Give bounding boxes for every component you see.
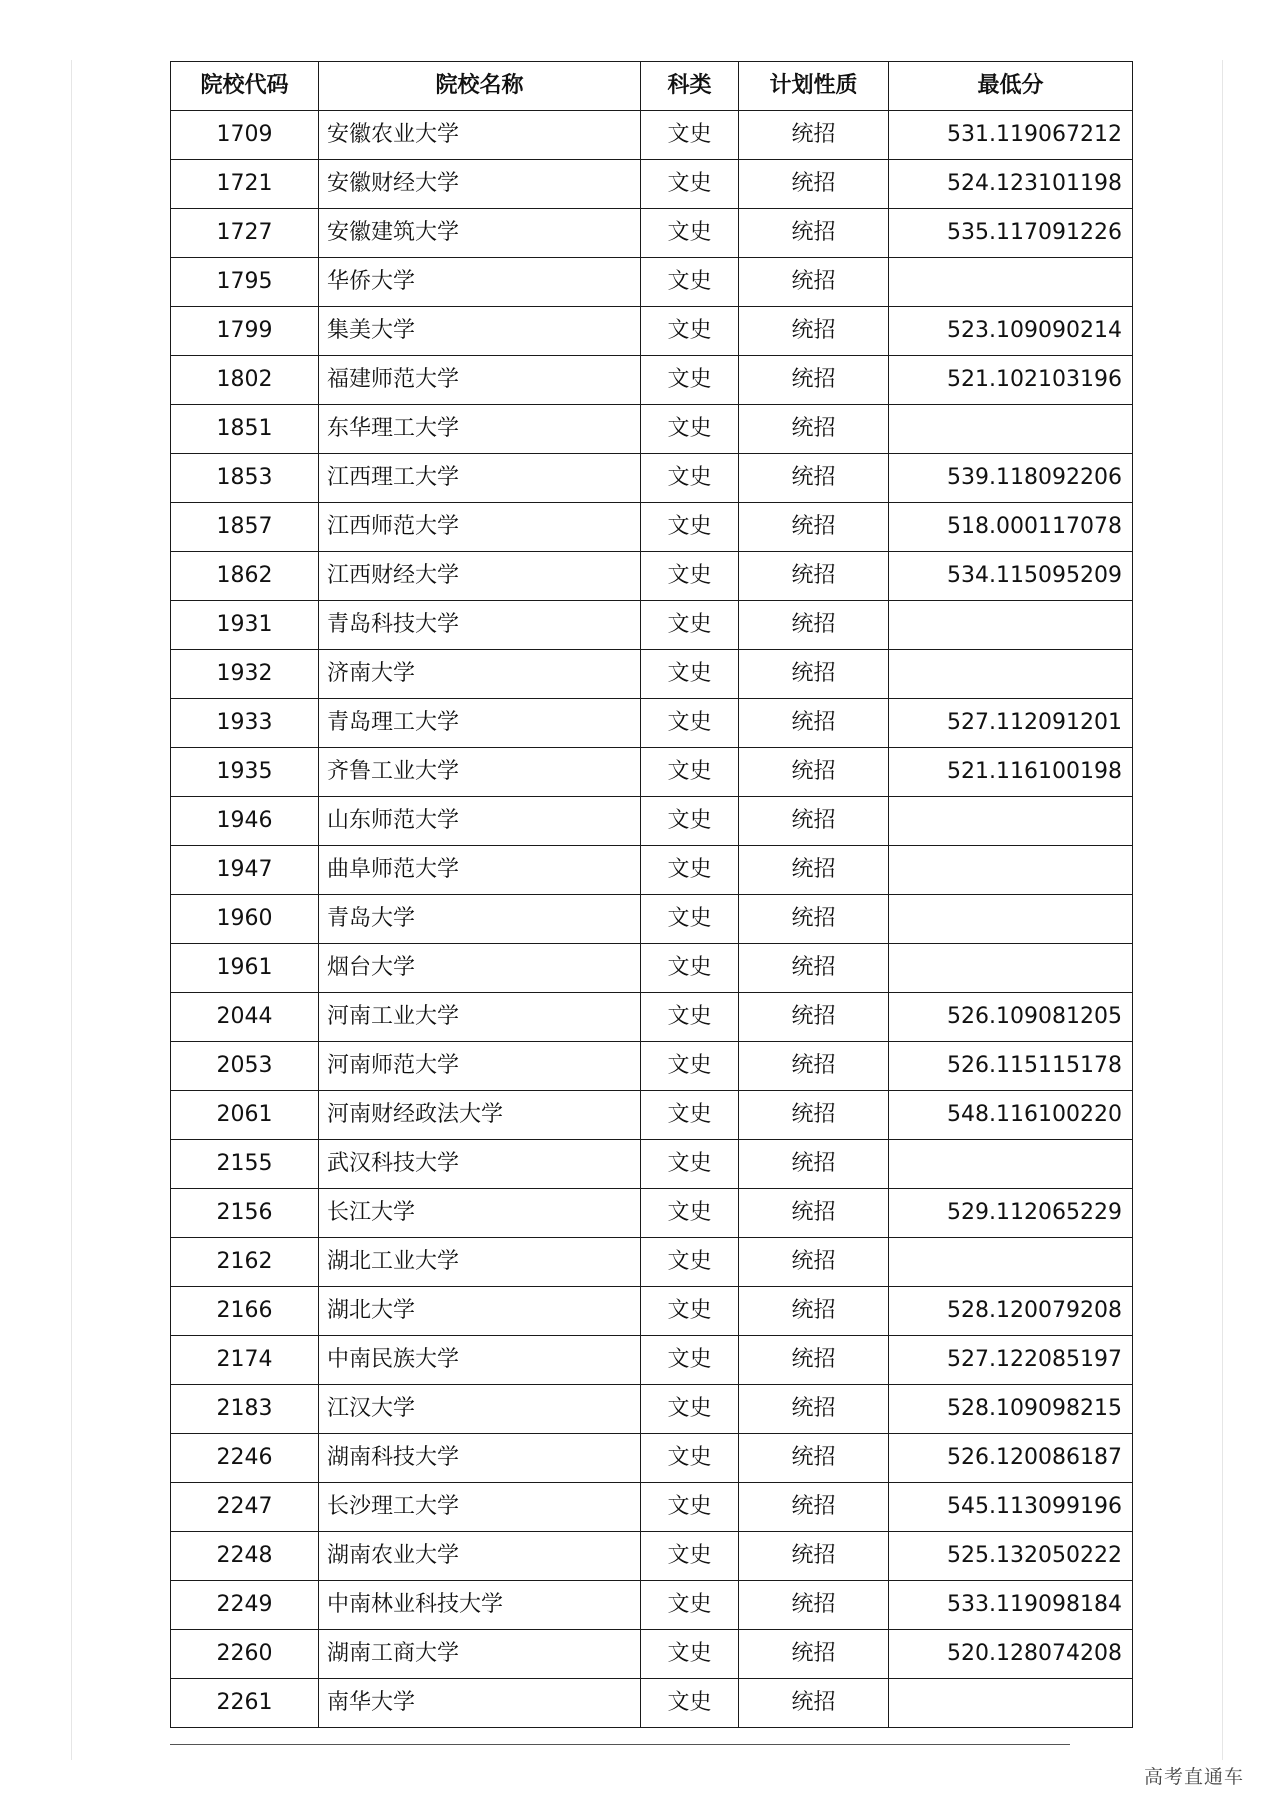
cell-min-score: 525.132050222 (889, 1532, 1133, 1581)
cell-name: 青岛科技大学 (319, 601, 641, 650)
cell-category: 文史 (641, 1140, 739, 1189)
cell-code: 2183 (171, 1385, 319, 1434)
cell-name: 福建师范大学 (319, 356, 641, 405)
cell-name: 华侨大学 (319, 258, 641, 307)
cell-plan: 统招 (739, 503, 889, 552)
table-header-row (171, 62, 1133, 111)
cell-code: 1961 (171, 944, 319, 993)
cell-plan: 统招 (739, 1679, 889, 1728)
table-row (171, 1091, 1133, 1140)
cell-name: 长江大学 (319, 1189, 641, 1238)
cell-category: 文史 (641, 552, 739, 601)
cell-min-score: 528.109098215 (889, 1385, 1133, 1434)
cell-category: 文史 (641, 1679, 739, 1728)
cell-name: 湖南工商大学 (319, 1630, 641, 1679)
table-row (171, 846, 1133, 895)
cell-category: 文史 (641, 307, 739, 356)
cell-min-score (889, 846, 1133, 895)
cell-plan: 统招 (739, 454, 889, 503)
cell-plan: 统招 (739, 1630, 889, 1679)
cell-min-score: 529.112065229 (889, 1189, 1133, 1238)
table-row (171, 1483, 1133, 1532)
cell-plan: 统招 (739, 1287, 889, 1336)
cell-plan: 统招 (739, 1189, 889, 1238)
cell-min-score: 521.116100198 (889, 748, 1133, 797)
table-row (171, 111, 1133, 160)
cell-code: 1851 (171, 405, 319, 454)
cell-code: 1960 (171, 895, 319, 944)
cell-code: 1721 (171, 160, 319, 209)
cell-plan: 统招 (739, 601, 889, 650)
cell-category: 文史 (641, 1042, 739, 1091)
table-row (171, 895, 1133, 944)
cell-code: 1727 (171, 209, 319, 258)
cell-code: 1932 (171, 650, 319, 699)
cell-category: 文史 (641, 699, 739, 748)
table-body (171, 111, 1133, 1728)
cell-code: 2174 (171, 1336, 319, 1385)
bottom-rule (170, 1744, 1070, 1745)
table-row (171, 356, 1133, 405)
cell-name: 湖北工业大学 (319, 1238, 641, 1287)
cell-code: 1947 (171, 846, 319, 895)
cell-plan: 统招 (739, 1434, 889, 1483)
cell-min-score (889, 1140, 1133, 1189)
cell-name: 湖南科技大学 (319, 1434, 641, 1483)
table-row (171, 944, 1133, 993)
table-row (171, 405, 1133, 454)
cell-code: 1802 (171, 356, 319, 405)
cell-name: 齐鲁工业大学 (319, 748, 641, 797)
cell-min-score (889, 1238, 1133, 1287)
cell-code: 2249 (171, 1581, 319, 1630)
cell-min-score: 520.128074208 (889, 1630, 1133, 1679)
cell-category: 文史 (641, 209, 739, 258)
cell-category: 文史 (641, 1581, 739, 1630)
cell-name: 烟台大学 (319, 944, 641, 993)
table-row (171, 1630, 1133, 1679)
table-row (171, 1238, 1133, 1287)
cell-plan: 统招 (739, 552, 889, 601)
cell-category: 文史 (641, 1630, 739, 1679)
cell-code: 1931 (171, 601, 319, 650)
cell-min-score (889, 258, 1133, 307)
cell-name: 江汉大学 (319, 1385, 641, 1434)
cell-name: 湖北大学 (319, 1287, 641, 1336)
table-row (171, 1336, 1133, 1385)
cell-category: 文史 (641, 748, 739, 797)
cell-category: 文史 (641, 1434, 739, 1483)
cell-category: 文史 (641, 111, 739, 160)
cell-code: 2155 (171, 1140, 319, 1189)
table-row (171, 1189, 1133, 1238)
cell-code: 2053 (171, 1042, 319, 1091)
cell-code: 1799 (171, 307, 319, 356)
cell-min-score (889, 405, 1133, 454)
header-code: 院校代码 (171, 62, 319, 111)
cell-code: 2247 (171, 1483, 319, 1532)
cell-code: 1935 (171, 748, 319, 797)
cell-name: 河南工业大学 (319, 993, 641, 1042)
cell-plan: 统招 (739, 944, 889, 993)
cell-code: 2162 (171, 1238, 319, 1287)
cell-min-score: 533.119098184 (889, 1581, 1133, 1630)
cell-category: 文史 (641, 1091, 739, 1140)
cell-code: 2156 (171, 1189, 319, 1238)
table-row (171, 1581, 1133, 1630)
header-plan: 计划性质 (739, 62, 889, 111)
cell-category: 文史 (641, 944, 739, 993)
cell-plan: 统招 (739, 405, 889, 454)
cell-plan: 统招 (739, 258, 889, 307)
cell-min-score: 523.109090214 (889, 307, 1133, 356)
cell-name: 江西财经大学 (319, 552, 641, 601)
cell-min-score (889, 650, 1133, 699)
cell-plan: 统招 (739, 356, 889, 405)
table-row (171, 209, 1133, 258)
cell-plan: 统招 (739, 846, 889, 895)
cell-category: 文史 (641, 1238, 739, 1287)
cell-category: 文史 (641, 601, 739, 650)
cell-plan: 统招 (739, 1483, 889, 1532)
cell-category: 文史 (641, 993, 739, 1042)
cell-category: 文史 (641, 1336, 739, 1385)
cell-code: 1933 (171, 699, 319, 748)
cell-plan: 统招 (739, 1042, 889, 1091)
table-row (171, 1532, 1133, 1581)
cell-min-score: 539.118092206 (889, 454, 1133, 503)
table-row (171, 552, 1133, 601)
cell-name: 济南大学 (319, 650, 641, 699)
table-row (171, 1434, 1133, 1483)
cell-min-score: 526.109081205 (889, 993, 1133, 1042)
cell-min-score: 526.115115178 (889, 1042, 1133, 1091)
cell-category: 文史 (641, 454, 739, 503)
cell-name: 曲阜师范大学 (319, 846, 641, 895)
cell-name: 青岛理工大学 (319, 699, 641, 748)
cell-plan: 统招 (739, 797, 889, 846)
table-row (171, 1385, 1133, 1434)
cell-plan: 统招 (739, 895, 889, 944)
cell-category: 文史 (641, 503, 739, 552)
cell-code: 2044 (171, 993, 319, 1042)
cell-min-score: 526.120086187 (889, 1434, 1133, 1483)
cell-name: 中南民族大学 (319, 1336, 641, 1385)
cell-min-score: 527.122085197 (889, 1336, 1133, 1385)
cell-min-score: 527.112091201 (889, 699, 1133, 748)
cell-name: 湖南农业大学 (319, 1532, 641, 1581)
cell-category: 文史 (641, 356, 739, 405)
cell-plan: 统招 (739, 1581, 889, 1630)
cell-min-score: 535.117091226 (889, 209, 1133, 258)
table-row (171, 503, 1133, 552)
cell-plan: 统招 (739, 748, 889, 797)
cell-code: 1857 (171, 503, 319, 552)
cell-plan: 统招 (739, 993, 889, 1042)
cell-category: 文史 (641, 650, 739, 699)
cell-min-score (889, 601, 1133, 650)
table-row (171, 160, 1133, 209)
cell-plan: 统招 (739, 307, 889, 356)
cell-code: 2061 (171, 1091, 319, 1140)
cell-name: 安徽建筑大学 (319, 209, 641, 258)
cell-name: 山东师范大学 (319, 797, 641, 846)
cell-category: 文史 (641, 1189, 739, 1238)
table-row (171, 699, 1133, 748)
cell-min-score (889, 944, 1133, 993)
cell-code: 1795 (171, 258, 319, 307)
table-row (171, 1140, 1133, 1189)
cell-category: 文史 (641, 846, 739, 895)
cell-name: 青岛大学 (319, 895, 641, 944)
header-category: 科类 (641, 62, 739, 111)
cell-min-score: 548.116100220 (889, 1091, 1133, 1140)
page-edge-left (71, 60, 72, 1760)
header-name: 院校名称 (319, 62, 641, 111)
cell-name: 中南林业科技大学 (319, 1581, 641, 1630)
cell-plan: 统招 (739, 160, 889, 209)
cell-category: 文史 (641, 160, 739, 209)
watermark: 高考直通车 (1143, 1766, 1244, 1788)
cell-name: 河南师范大学 (319, 1042, 641, 1091)
table-row (171, 307, 1133, 356)
cell-category: 文史 (641, 895, 739, 944)
cell-plan: 统招 (739, 650, 889, 699)
cell-plan: 统招 (739, 1385, 889, 1434)
cell-code: 2246 (171, 1434, 319, 1483)
cell-min-score: 524.123101198 (889, 160, 1133, 209)
table-row (171, 650, 1133, 699)
cell-code: 2261 (171, 1679, 319, 1728)
table-row (171, 748, 1133, 797)
cell-min-score: 521.102103196 (889, 356, 1133, 405)
cell-min-score: 531.119067212 (889, 111, 1133, 160)
cell-category: 文史 (641, 1287, 739, 1336)
cell-min-score: 534.115095209 (889, 552, 1133, 601)
cell-code: 1946 (171, 797, 319, 846)
cell-category: 文史 (641, 258, 739, 307)
cell-name: 江西理工大学 (319, 454, 641, 503)
cell-name: 河南财经政法大学 (319, 1091, 641, 1140)
header-min-score: 最低分 (889, 62, 1133, 111)
table-row (171, 1679, 1133, 1728)
cell-min-score (889, 797, 1133, 846)
cell-name: 安徽财经大学 (319, 160, 641, 209)
cell-category: 文史 (641, 1532, 739, 1581)
cell-min-score: 518.000117078 (889, 503, 1133, 552)
cell-plan: 统招 (739, 209, 889, 258)
cell-code: 2166 (171, 1287, 319, 1336)
cell-plan: 统招 (739, 1140, 889, 1189)
cell-code: 2260 (171, 1630, 319, 1679)
cell-category: 文史 (641, 1385, 739, 1434)
cell-code: 1853 (171, 454, 319, 503)
cell-plan: 统招 (739, 1532, 889, 1581)
cell-code: 1709 (171, 111, 319, 160)
table-row (171, 454, 1133, 503)
cell-name: 长沙理工大学 (319, 1483, 641, 1532)
cell-category: 文史 (641, 797, 739, 846)
cell-name: 武汉科技大学 (319, 1140, 641, 1189)
cell-min-score: 545.113099196 (889, 1483, 1133, 1532)
cell-min-score (889, 895, 1133, 944)
cell-min-score: 528.120079208 (889, 1287, 1133, 1336)
page-edge-right (1222, 60, 1223, 1760)
cell-category: 文史 (641, 1483, 739, 1532)
table-row (171, 797, 1133, 846)
cell-name: 安徽农业大学 (319, 111, 641, 160)
cell-plan: 统招 (739, 1238, 889, 1287)
cell-name: 集美大学 (319, 307, 641, 356)
table-row (171, 601, 1133, 650)
table-row (171, 993, 1133, 1042)
table-row (171, 1042, 1133, 1091)
cell-plan: 统招 (739, 1091, 889, 1140)
cell-name: 江西师范大学 (319, 503, 641, 552)
cell-plan: 统招 (739, 1336, 889, 1385)
cell-code: 2248 (171, 1532, 319, 1581)
cell-plan: 统招 (739, 699, 889, 748)
table-row (171, 258, 1133, 307)
cell-category: 文史 (641, 405, 739, 454)
cell-plan: 统招 (739, 111, 889, 160)
cell-name: 南华大学 (319, 1679, 641, 1728)
cell-name: 东华理工大学 (319, 405, 641, 454)
admission-score-table (170, 61, 1133, 1728)
table-row (171, 1287, 1133, 1336)
cell-min-score (889, 1679, 1133, 1728)
cell-code: 1862 (171, 552, 319, 601)
